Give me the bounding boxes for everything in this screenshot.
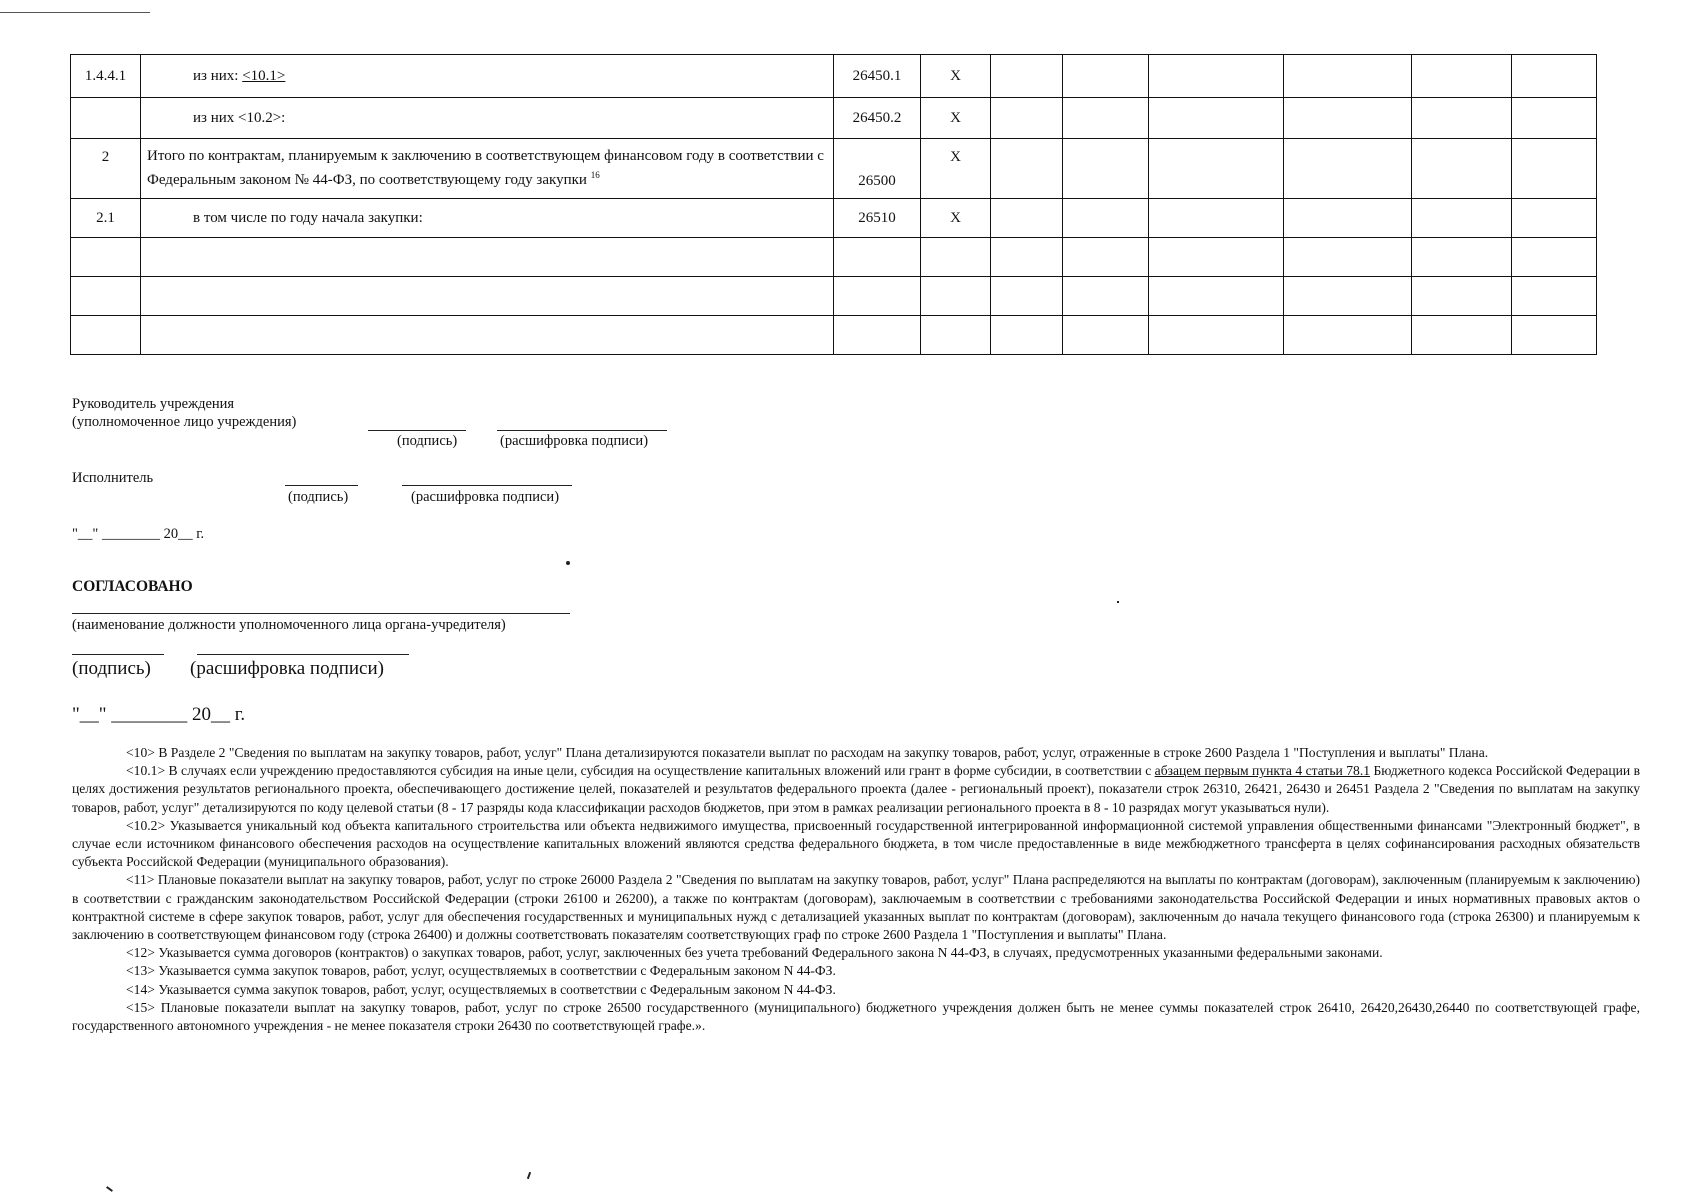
footnote-12: <12> Указывается сумма договоров (контрактов) о закупках товаров, работ, услуг, заключенных без учета требований Федерального закона N 44-ФЗ, в случаях, предусмотренных указанными федеральными законами. [126, 945, 1383, 961]
empty-cell [1512, 98, 1597, 139]
decoding-line [497, 430, 667, 431]
empty-row [71, 238, 1597, 277]
empty-cell [1412, 55, 1512, 98]
empty-cell [1063, 199, 1149, 238]
decoding-caption: (расшифровка подписи) [411, 489, 560, 505]
row-number: 1.4.4.1 [71, 55, 141, 98]
date-line: "__" ________ 20__ г. [72, 526, 205, 542]
agreed-heading: СОГЛАСОВАНО [72, 578, 193, 595]
footnote-10: <10> В Разделе 2 "Сведения по выплатам на закупку товаров, работ, услуг" Плана детализируются показатели выплат по расходам на закупку товаров, работ, услуг, отраженные в строке 2600 Раздела 1 "Поступления и выплаты" Плана. [126, 745, 1489, 760]
footnote-text: Бюджетного кодекса Российской Федерации в целях достижения результатов регионального проекта, обеспечивающего достижение целей, показателей и результатов федерального проекта (далее - региональный проект), показатели строк 26310, 26421, 26430 и 26451 Раздела 2 "Сведения по выплатам на закупку товаров, работ, услуг" детализируются по коду целевой статьи (8 - 17 разряды кода классификации расходов бюджетов, при этом в рамках реализации регионального проекта в 8 - 10 разрядах могут указываться нули). [72, 763, 1640, 815]
row-description-text: Итого по контрактам, планируемым к заключению в соответствующем финансовом году в соответствии с Федеральным законом № 44-ФЗ, по соответствующему году закупки [147, 148, 824, 188]
empty-cell [1063, 55, 1149, 98]
row-number: 2 [71, 139, 141, 199]
header-rule [0, 12, 150, 13]
row-number: 2.1 [71, 199, 141, 238]
row-description: из них <10.2>: [141, 98, 834, 139]
empty-cell [1412, 199, 1512, 238]
empty-cell [1412, 139, 1512, 199]
row-x-mark: X [921, 55, 991, 98]
footnote-10-1 [72, 762, 1640, 817]
footnote-link[interactable]: <10.1> [242, 67, 286, 84]
row-code: 26510 [834, 199, 921, 238]
official-line [72, 613, 570, 614]
signature-line [72, 654, 164, 655]
scan-speck [527, 1172, 531, 1179]
scan-speck [1117, 601, 1119, 603]
empty-cell [1284, 98, 1412, 139]
scan-speck [106, 1186, 113, 1192]
empty-cell [1512, 55, 1597, 98]
table-row [71, 199, 1597, 238]
row-description: в том числе по году начала закупки: [141, 199, 834, 238]
signature-caption: (подпись) [72, 658, 151, 679]
footnote-14: <14> Указывается сумма закупок товаров, работ, услуг, осуществляемых в соответствии с Федеральным законом N 44-ФЗ. [126, 981, 836, 997]
law-link[interactable]: абзацем первым пункта 4 статьи 78.1 [1154, 763, 1371, 779]
date-line: "__" ________ 20__ г. [72, 704, 246, 725]
row-x-mark: X [921, 199, 991, 238]
empty-cell [1149, 55, 1284, 98]
footnote-ref: 16 [590, 170, 600, 180]
empty-row [71, 277, 1597, 316]
decoding-caption: (расшифровка подписи) [500, 433, 649, 449]
empty-cell [1284, 199, 1412, 238]
plan-table [70, 54, 1597, 355]
row-code: 26500 [834, 139, 921, 199]
empty-row [71, 316, 1597, 355]
table-row [71, 55, 1597, 98]
empty-cell [1063, 98, 1149, 139]
signature-caption: (подпись) [397, 433, 458, 449]
empty-cell [1149, 199, 1284, 238]
row-x-mark: X [921, 98, 991, 139]
head-title: Руководитель учреждения [72, 396, 235, 412]
footnote-10-2: <10.2> Указывается уникальный код объекта капитального строительства или объекта недвижимого имущества, присвоенный государственной интегрированной информационной системой управления общественными финансами "Электронный бюджет", в случае если источником финансового обеспечения расходов на осуществление капитальных вложений являются средства федерального бюджета, в том числе предоставленные в виде межбюджетного трансферта в целях софинансирования расходных обязательств субъекта Российской Федерации (муниципального образования). [72, 817, 1640, 870]
empty-cell [991, 139, 1063, 199]
signature-line [285, 485, 358, 486]
empty-cell [1512, 199, 1597, 238]
empty-cell [1063, 139, 1149, 199]
empty-cell [1512, 139, 1597, 199]
empty-cell [1149, 139, 1284, 199]
executor-label: Исполнитель [72, 470, 154, 486]
empty-cell [991, 98, 1063, 139]
empty-cell [991, 55, 1063, 98]
row-description-text: из них: [193, 67, 243, 84]
empty-cell [1284, 55, 1412, 98]
footnote-text: <10.1> В случаях если учреждению предоставляются субсидия на иные цели, субсидия на осуществление капитальных вложений или грант в форме субсидии, в соответствии с [126, 763, 1155, 779]
row-number [71, 98, 141, 139]
footnote-15: <15> Плановые показатели выплат на закупку товаров, работ, услуг по строке 26500 государственного (муниципального) бюджетного учреждения должен быть не менее суммы показателей строк 26410, 26420,26430,26440 по соответствующей графе, государственного автономного учреждения - не менее показателя строки 26430 по соответствующей графе.». [72, 999, 1640, 1034]
row-code: 26450.1 [834, 55, 921, 98]
footnotes [72, 744, 1640, 1035]
decoding-caption: (расшифровка подписи) [190, 658, 384, 679]
empty-cell [1149, 98, 1284, 139]
footnote-13: <13> Указывается сумма закупок товаров, работ, услуг, осуществляемых в соответствии с Федеральным законом N 44-ФЗ. [126, 963, 836, 979]
decoding-line [197, 654, 409, 655]
empty-cell [1412, 98, 1512, 139]
row-code: 26450.2 [834, 98, 921, 139]
table-row [71, 139, 1597, 199]
empty-cell [991, 199, 1063, 238]
decoding-line [402, 485, 572, 486]
signature-caption: (подпись) [288, 489, 349, 505]
row-description [141, 55, 834, 98]
row-x-mark: X [921, 139, 991, 199]
head-subtitle: (уполномоченное лицо учреждения) [72, 414, 297, 430]
empty-cell [1284, 139, 1412, 199]
row-description [141, 139, 834, 199]
official-caption: (наименование должности уполномоченного лица органа-учредителя) [72, 617, 506, 633]
footnote-11: <11> Плановые показатели выплат на закупку товаров, работ, услуг по строке 26000 Раздела 2 "Сведения по выплатам на закупку товаров, работ, услуг" Плана распределяются на выплаты по контрактам (договорам), заключенным (планируемым к заключению) в соответствии с гражданским законодательством Российской Федерации (строки 26100 и 26200), а также по контрактам (договорам), заключаемым в соответствии с требованиями законодательства Российской Федерации и иных нормативных правовых актов о контрактной системе в сфере закупок товаров, работ, услуг для обеспечения государственных и муниципальных нужд с детализацией указанных выплат по контрактам (договорам), заключенным до начала текущего финансового года (строка 26300) и планируемым к заключению в соответствующем финансовом году (строка 26400) и должны соответствовать показателям соответствующих граф по строке 2600 Раздела 1 "Поступления и выплаты" Плана. [72, 872, 1640, 943]
scan-speck [566, 561, 570, 565]
signature-line [368, 430, 466, 431]
table-row [71, 98, 1597, 139]
